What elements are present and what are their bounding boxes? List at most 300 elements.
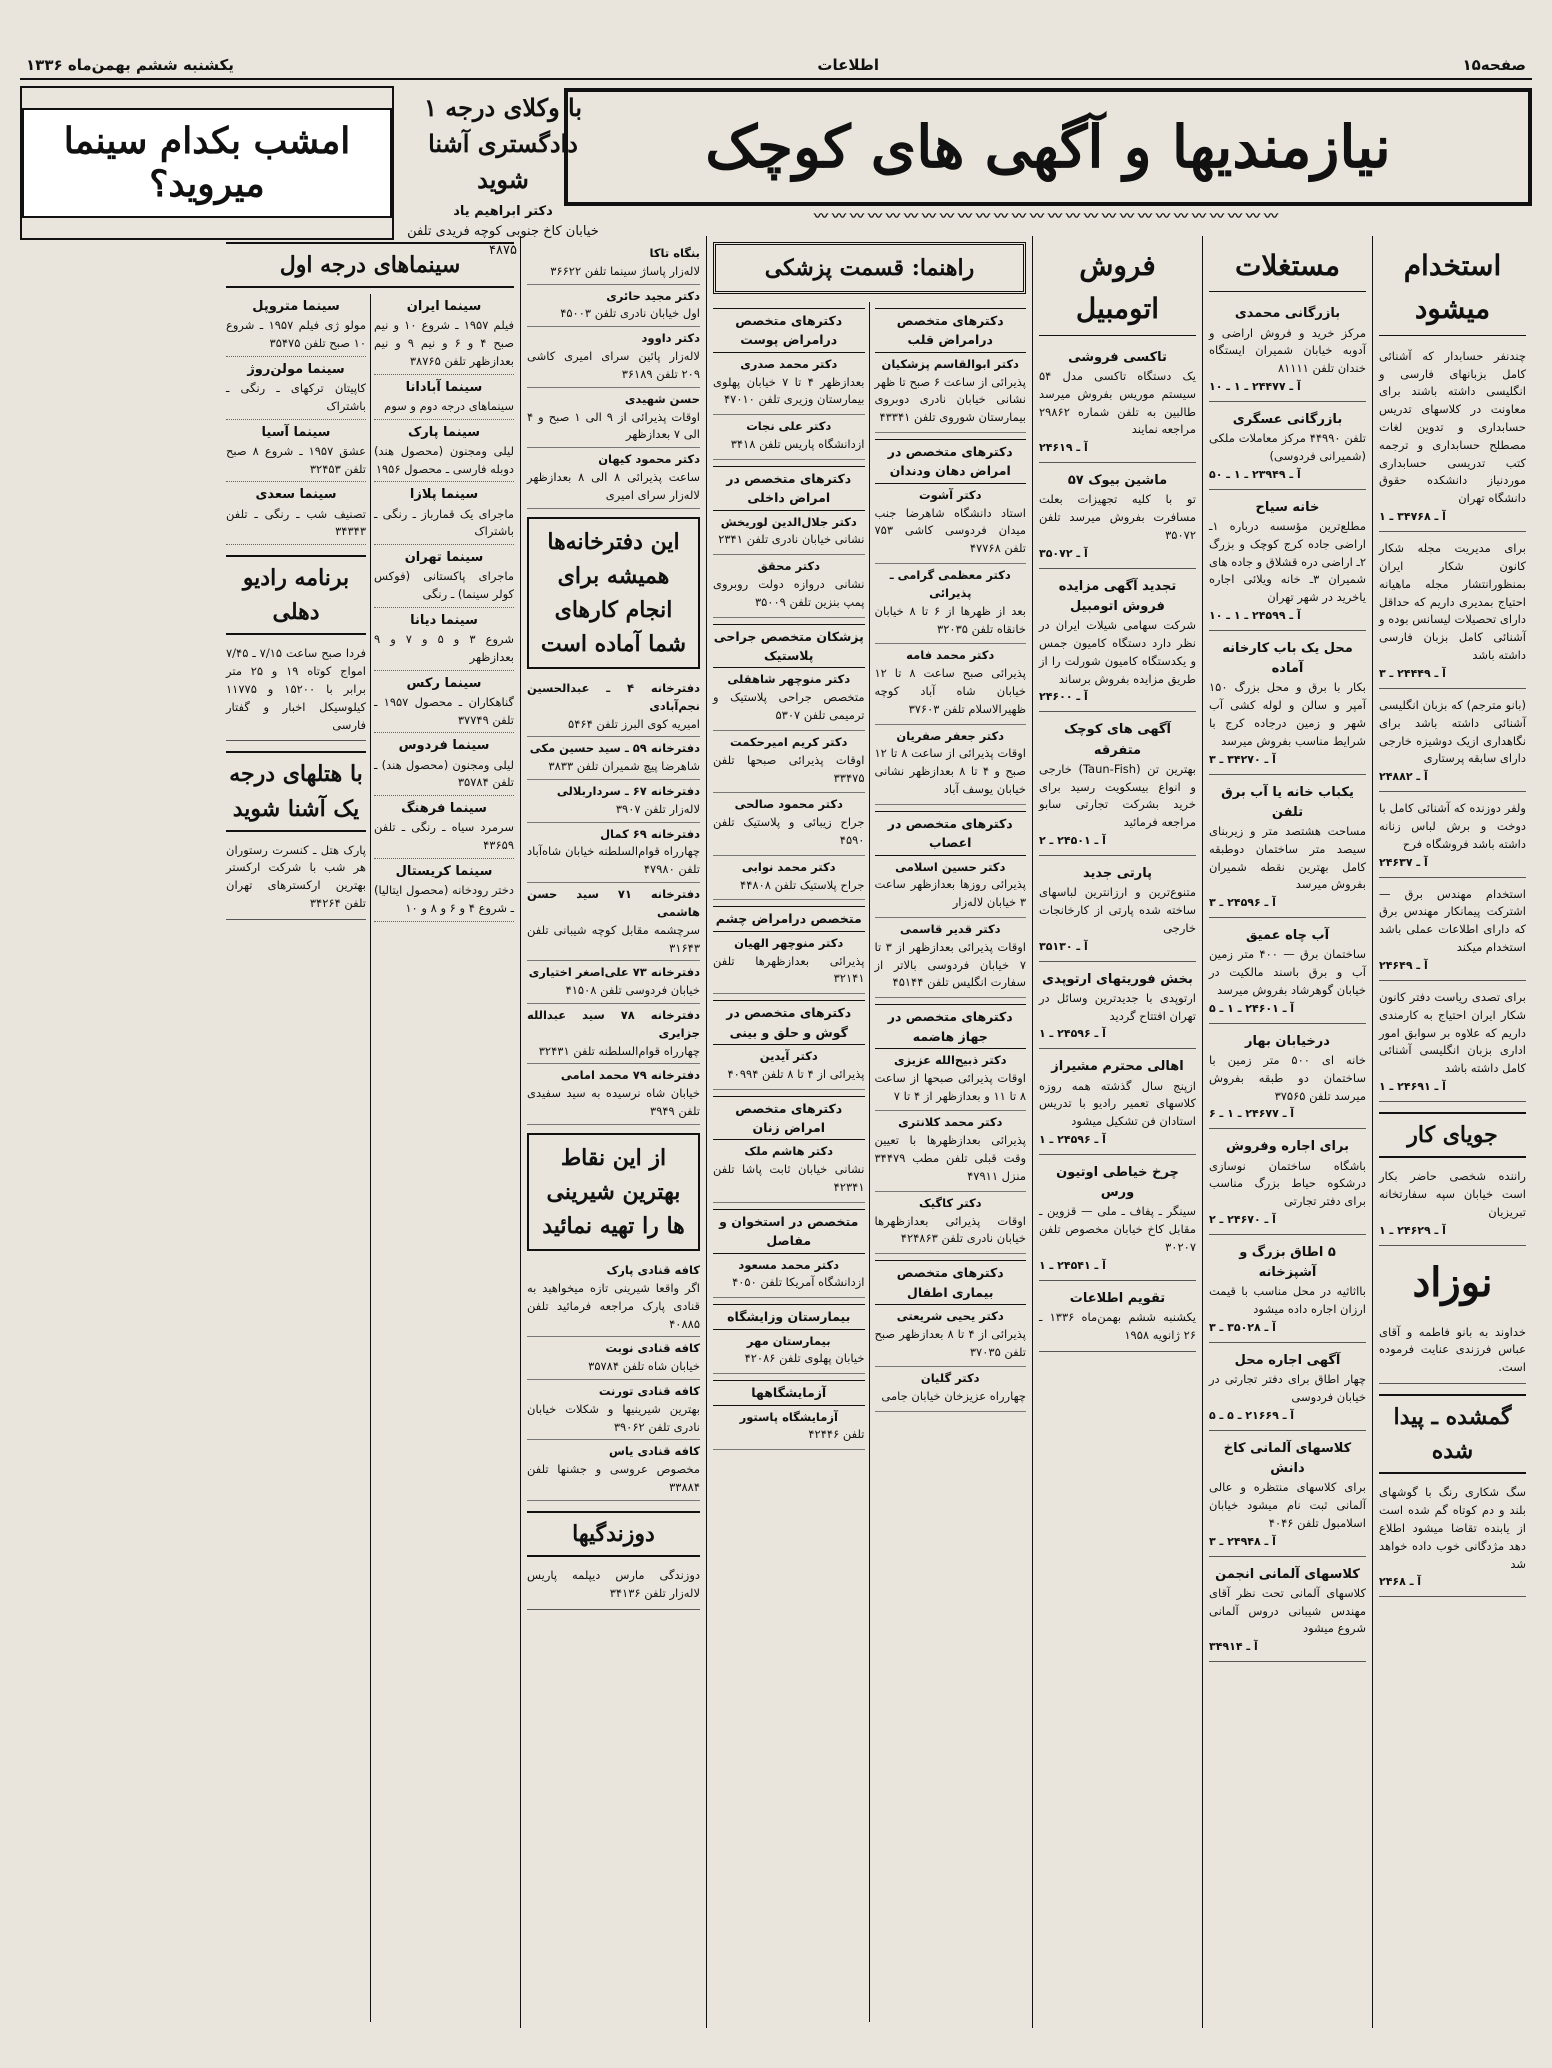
job-seeker-ad <box>1379 1164 1526 1245</box>
lawyer-name: دکتر محمود کیهان <box>598 452 700 467</box>
doctor-details: متخصص جراحی پلاستیک و ترمیمی تلفن ۵۳۰۷ <box>713 690 865 723</box>
classified-ad <box>1379 985 1526 1102</box>
ad-code: آ ـ ۳۵۰۲۸ ـ ۳ <box>1209 1321 1276 1335</box>
ad-heading: تجدید آگهی مزایده فروش اتومبیل <box>1058 578 1177 614</box>
notary-name: دفترخانه ۴ ـ عبدالحسین نجم‌آبادی <box>527 680 700 713</box>
ad-text: بهترین تن (Taun-Fish) خارجی و انواع بیسکویت رسید برای خرید بشرکت تجارتی سابو مراجعه فرمائید <box>1039 761 1196 830</box>
doctor-name: دکتر محمد کلانتری <box>898 1115 1003 1130</box>
ad-heading: تاکسی فروشی <box>1068 349 1167 365</box>
ad-text: برای تصدی ریاست دفتر کانون شکار ایران احتیاج به کارمندی داریم که علاوه بر سوابق امور اداری بزبان انگلیسی آشنائی کامل داشته باشد <box>1379 989 1526 1076</box>
doctor-name: دکتر آشوت <box>919 487 982 502</box>
lawyer-entry <box>527 327 700 387</box>
ad-text: چهار اطاق برای دفتر تجارتی در خیابان فردوسی <box>1209 1372 1366 1405</box>
issue-date: یکشنبه ششم بهمن‌ماه ۱۳۳۶ <box>26 56 234 74</box>
notary-name: دفترخانه ۵۹ ـ سید حسین مکی <box>529 741 700 756</box>
lawyer-details: اول خیابان نادری تلفن ۴۵۰۰۳ <box>560 306 700 321</box>
doctor-details: استاد دانشگاه شاهرضا جنب میدان فردوسی کاشی ۷۵۳ تلفن ۴۷۷۶۸ <box>874 505 1026 556</box>
jobs-title: استخدام میشود <box>1379 244 1526 336</box>
lost-found-ad <box>1379 1480 1526 1597</box>
radio-title: برنامه رادیو دهلی <box>226 555 366 635</box>
doctor-entry <box>875 1254 1027 1367</box>
classified-ad <box>1209 635 1366 775</box>
lawyer-address: خیابان کاخ جنوبی کوچه فریدی تلفن ۴۸۷۵ <box>407 223 599 258</box>
doctor-entry <box>875 433 1027 564</box>
classified-ad <box>1209 1028 1366 1130</box>
doctor-details: بعدازظهر ۴ تا ۷ خیابان پهلوی بیمارستان وزیری تلفن ۴۷۰۱۰ <box>713 374 865 407</box>
doctor-entry <box>713 856 865 901</box>
pastry-shop-entry <box>527 1259 700 1337</box>
jobs-column <box>1372 236 1532 2028</box>
doctor-details: اوقات پذیرائی بعدازظهرها خیابان نادری تلفن ۴۲۴۸۶۳ <box>874 1213 1026 1246</box>
cinema-entry <box>374 733 514 796</box>
ad-code: آ ـ ۲۴۶۴۹ <box>1379 958 1428 972</box>
ad-text: تلفن ۴۴۹۹۰ مرکز معاملات ملکی (شمیرانی فردوسی) <box>1209 431 1366 463</box>
jobs-ads <box>1379 344 1526 1102</box>
pastry-shop-entry <box>527 1440 700 1500</box>
real-estate-title: مستغلات <box>1209 244 1366 292</box>
classified-ad <box>1209 1133 1366 1235</box>
ad-heading: کلاسهای آلمانی انجمن <box>1215 1566 1360 1582</box>
classified-ad <box>1039 344 1196 463</box>
lawyer-details: اوقات پذیرائی از ۹ الی ۱ صبح و ۴ الی ۷ بعدازظهر <box>527 409 700 442</box>
lawyer-entry <box>527 388 700 448</box>
doctor-name: دکتر کاگیک <box>918 1195 982 1210</box>
cinema-entry <box>374 796 514 859</box>
ad-text: ولفر دوزنده که آشنائی کامل با دوخت و برش لباس زنانه داشته باشد فروشگاه فرح <box>1379 801 1526 851</box>
doctor-category: متخصص درامراض چشم <box>713 906 865 931</box>
ad-code: آ ـ ۲۴۶۳۷ <box>1379 855 1428 869</box>
notary-name: دفترخانه ۶۹ کمال <box>600 826 700 841</box>
ad-code: آ ـ ۲۴۵۹۶ ـ ۱ <box>1039 1027 1106 1041</box>
classified-ad <box>1209 300 1366 402</box>
banner-title: نیازمندیها و آگهی های کوچک <box>705 113 1391 181</box>
lost-found-code: آ ـ ۲۴۶۸ <box>1379 1575 1422 1589</box>
ad-text: شرکت سهامی شیلات ایران در نظر دارد دستگاه کامیون جمس و یکدستگاه کامیون شورلت را از طریق مزایده بفروش برساند <box>1039 618 1196 686</box>
doctor-entry <box>713 1090 865 1203</box>
cinema-entry <box>374 545 514 608</box>
ad-heading: برای اجاره وفروش <box>1226 1139 1349 1155</box>
ad-code: آ ـ ۲۴۵۹۹ ـ ۱ ـ ۱۰ <box>1209 609 1301 623</box>
pastry-shop-details: اگر واقعا شیرینی تازه میخواهید به قنادی پارک مراجعه فرمائید تلفن ۴۰۸۸۵ <box>527 1280 700 1331</box>
doctor-category: دکترهای متخصص در اعصاب <box>875 811 1027 856</box>
pastry-shop-name: کافه قنادی یاس <box>608 1444 700 1459</box>
ad-heading: پارتی جدید <box>1082 866 1153 881</box>
pastry-list <box>527 1259 700 1501</box>
ad-text: مرکز خرید و فروش اراضی و آدوبه خیابان شمیران ایستگاه خندان تلفن ۸۱۱۱۱ <box>1209 325 1366 376</box>
notary-entry <box>527 1064 700 1124</box>
ad-code: آ ـ ۲۴۶۰۱ ـ ۱ ـ ۵ <box>1209 1001 1295 1015</box>
medical-list <box>713 302 1026 1450</box>
doctor-details: بعد از ظهرها از ۶ تا ۸ خیابان خانقاه تلفن ۳۲۰۳۵ <box>874 603 1027 636</box>
medical-column <box>706 236 1032 2028</box>
ad-text: چندنفر حسابدار که آشنائی کامل بزبانهای فارسی و انگلیسی داشته باشند برای معاونت در کلاسهای تدریس حسابداری و تدوین لغات مصطلح حسابداری و ترجمه کتب تدریسی حسابداری موردنیاز دانشکده حقوق دانشگاه تهران <box>1379 348 1526 506</box>
cinema-details: شروع ۳ و ۵ و ۷ و ۹ بعدازظهر <box>374 632 514 664</box>
doctor-category: آزمایشگاهها <box>713 1380 865 1405</box>
lawyer-name: دکتر داوود <box>641 331 700 346</box>
tailors-title: دوزندگیها <box>527 1511 700 1557</box>
ad-text: برای کلاسهای منتظره و عالی آلمانی ثبت نام میشود خیابان اسلامبول تلفن ۴۰۴۶ <box>1209 1480 1366 1530</box>
doctor-details: ازدانشگاه پاریس تلفن ۳۴۱۸ <box>730 437 865 452</box>
cinema-name: سینما فرهنگ <box>401 801 487 817</box>
doctor-entry <box>713 900 865 994</box>
classified-ad <box>1039 966 1196 1050</box>
columns <box>20 236 1532 2028</box>
doctor-name: دکتر ابوالقاسم پزشکیان <box>881 356 1019 371</box>
doctor-category: دکترهای متخصص بیماری اطفال <box>875 1260 1027 1305</box>
cinema-column <box>220 236 520 2028</box>
birth-ad: خداوند به بانو فاطمه و آقای عباس فرزندی عنایت فرموده است. <box>1379 1320 1526 1384</box>
cinema-entry <box>226 294 366 357</box>
ad-heading: ماشین بیوک ۵۷ <box>1067 473 1168 489</box>
ad-code: آ ـ ۲۴۶۷۰ ـ ۲ <box>1209 1213 1276 1227</box>
classified-ad <box>1039 1285 1196 1352</box>
doctor-details: جراح زیبائی و پلاستیک تلفن ۴۵۹۰ <box>713 815 865 847</box>
classified-ad <box>1039 467 1196 569</box>
doctor-name: دکتر جعفر صفریان <box>896 728 1005 743</box>
classified-ad <box>1209 1239 1366 1343</box>
classified-ad <box>1379 344 1526 532</box>
notary-name: دفترخانه ۷۳ علی‌اصغر اختیاری <box>528 965 700 980</box>
ad-heading: بخش فوریتهای ارتوپدی <box>1042 971 1193 987</box>
cinema-name: سینما متروپل <box>252 299 340 315</box>
ad-heading: بازرگانی محمدی <box>1234 306 1341 322</box>
classified-ad <box>1039 716 1196 856</box>
cinema-name: سینما تهران <box>404 550 484 566</box>
job-seekers-title: جویای کار <box>1379 1112 1526 1158</box>
doctor-name: دکتر منوچهر الهیان <box>734 935 844 950</box>
lawyer-name: دکتر مجید حائری <box>606 288 700 303</box>
ad-text: کلاسهای آلمانی تحت نظر آقای مهندس شیبانی دروس آلمانی شروع میشود <box>1209 1585 1366 1636</box>
classified-ad <box>1209 406 1366 490</box>
ad-heading: آگهی های کوچک متفرقه <box>1063 722 1171 758</box>
lawyer-name: بنگاه تاکا <box>649 246 700 260</box>
doctor-details: پذیرائی روزها بعدازظهر ساعت ۳ خیابان لاله‌زار <box>874 877 1026 910</box>
doctor-entry <box>875 805 1027 918</box>
cinema-entry <box>374 375 514 420</box>
cinema-entry <box>226 482 366 545</box>
medical-guide-title: راهنما: قسمت پزشکی <box>713 242 1026 294</box>
ad-code: آ ـ ۲۴۶۰۰ <box>1039 690 1088 704</box>
lawyer-entry <box>527 285 700 328</box>
ad-text: تو با کلیه تجهیزات بعلت مسافرت بفروش میرسد تلفن ۳۵۰۷۲ <box>1039 492 1196 542</box>
doctor-name: دکتر محقق <box>757 559 820 574</box>
radio-text: فردا صبح ساعت ۷/۱۵ ـ ۷/۴۵ امواج کوتاه ۱۹ و ۲۵ متر برابر با ۱۵۲۰۰ و ۱۱۷۷۵ کیلوسیکل اخبار و گفتار فارسی <box>226 641 366 741</box>
cinema-details: لیلی ومجنون (محصول هند) دوبله فارسی ـ محصول ۱۹۵۶ <box>374 443 514 476</box>
cinema-details: تصنیف شب ـ رنگی ـ تلفن ۳۴۳۴۳ <box>226 506 366 539</box>
doctor-name: دکتر محمود صالحی <box>734 797 843 812</box>
ad-text: (بانو مترجم) که بزبان انگلیسی آشنائی داشته باشد برای نگاهداری ازیک دوشیزه خارجی دارای سابقه پرستاری <box>1379 697 1526 766</box>
hotel-text: پارک هتل ـ کنسرت رستوران هر شب با شرکت ارکستر بهترین ارکسترهای تهران تلفن ۳۴۲۶۴ <box>226 838 366 920</box>
cinema-details: ماجرای یک قمارباز ـ رنگی ـ باشتراک <box>374 506 514 539</box>
doctor-name: دکتر حسین اسلامی <box>895 859 1006 874</box>
doctor-name: دکتر کریم امیرحکمت <box>730 734 848 749</box>
doctor-name: دکتر قدیر قاسمی <box>899 922 1001 937</box>
lawyer-details: ساعت پذیرائی ۸ الی ۸ بعدازظهر لاله‌زار سرای امیری <box>527 469 700 502</box>
notary-details: چهارراه قوام‌السلطنه خیابان شاه‌آباد تلفن ۴۷۹۸۰ <box>527 844 700 877</box>
ad-code: آ ـ ۳۵۱۳۰ <box>1039 939 1088 953</box>
ad-text: استخدام مهندس برق — اشترکت پیمانکار مهندس برق که دارای اطلاعات عملی باشد استخدام میکند <box>1379 886 1526 955</box>
cinema-name: سینما کریستال <box>395 863 493 879</box>
job-seeker-text: راننده شخصی حاضر بکار است خیابان سپه سفارتخانه تبریزیان <box>1379 1169 1526 1219</box>
doctor-name: دکتر محمد مسعود <box>738 1257 840 1272</box>
pastry-shop-entry <box>527 1380 700 1440</box>
classified-ad <box>1039 860 1196 962</box>
pastry-shop-entry <box>527 1337 700 1380</box>
real-estate-column <box>1202 236 1372 2028</box>
ad-heading: خانه سیاح <box>1255 499 1320 515</box>
cinema-name: سینما رکس <box>406 675 482 691</box>
doctor-name: دکتر گلیان <box>920 1371 980 1386</box>
lawyer-entry <box>527 242 700 285</box>
lawyers-title: با وکلای درجه ۱ دادگستری آشنا شوید <box>423 93 583 194</box>
pastry-shop-details: بهترین شیرینیها و شکلات خیابان نادری تلفن ۳۹۰۶۲ <box>527 1401 700 1434</box>
classified-ad <box>1209 494 1366 631</box>
doctor-entry <box>875 998 1027 1111</box>
notary-details: لاله‌زار تلفن ۳۹۰۷ <box>615 801 700 816</box>
ad-text: خانه ای ۵۰۰ متر زمین با ساختمان دو طبقه بفروش میرسد تلفن ۳۷۵۶۵ <box>1209 1053 1366 1103</box>
doctor-category: دکترهای متخصص درامراض پوست <box>713 308 865 353</box>
doctor-category: پزشکان متخصص جراحی پلاستیک <box>713 624 865 669</box>
doctor-category: دکترهای متخصص درامراض قلب <box>875 308 1027 353</box>
notary-details: امیریه کوی البرز تلفن ۵۴۶۴ <box>568 716 700 731</box>
doctor-entry <box>875 644 1027 724</box>
doctor-entry <box>875 1192 1027 1254</box>
notary-title: این دفترخانه‌ها همیشه برای انجام کارهای شما آماده است <box>527 517 700 669</box>
doctor-entry <box>875 725 1027 805</box>
cinema-entry <box>374 482 514 545</box>
doctor-name: دکتر منوچهر شاهقلی <box>727 672 851 687</box>
cinema-name: سینما آبادانا <box>405 379 483 395</box>
notary-entry <box>527 737 700 780</box>
classified-ad <box>1379 796 1526 877</box>
ad-code: آ ـ ۲۴۶۷۷ ـ ۱ ـ ۶ <box>1209 1107 1295 1121</box>
doctor-name: دکتر محمد صدری <box>740 356 838 371</box>
pastry-shop-details: مخصوص عروسی و جشنها تلفن ۳۳۸۸۴ <box>527 1462 700 1495</box>
ad-heading: چرخ خیاطی اوتیون ورس <box>1056 1165 1179 1201</box>
notary-name: دفترخانه ۷۸ سید عبدالله جزایری <box>527 1007 700 1040</box>
newspaper-page <box>20 20 1532 2028</box>
notary-name: دفترخانه ۷۱ سید حسن هاشمی <box>527 887 700 919</box>
ad-text: یک دستگاه تاکسی مدل ۵۴ سیستم موریس بفروش میرسد طالبین به تلفن شماره ۲۹۸۶۲ مراجعه نمایند <box>1039 368 1196 437</box>
doctor-entry <box>875 1111 1027 1191</box>
doctor-entry <box>713 994 865 1089</box>
tailors-text: دوزندگی مارس دیپلمه پاریس لاله‌زار تلفن ۳۴۱۳۶ <box>527 1563 700 1610</box>
cinema-promo-title: امشب بکدام سینما میروید؟ <box>22 108 392 218</box>
doctor-category: دکترهای متخصص در امراض دهان ودندان <box>875 439 1027 484</box>
ad-text: ازپنج سال گذشته همه روزه کلاسهای تعمیر رادیو با تدریس استادان فن تشکیل میشود <box>1039 1078 1196 1129</box>
ad-code: آ ـ ۲۴۴۷۷ ـ ۱ ـ ۱۰ <box>1209 379 1301 393</box>
ad-code: آ ـ ۲۴۶۹۱ ـ ۱ <box>1379 1080 1446 1094</box>
doctor-details: پذیرائی صبح ساعت ۸ تا ۱۲ خیابان شاه آباد کوچه ظهیرالاسلام تلفن ۳۷۶۰۳ <box>874 666 1026 716</box>
lawyer-name: حسن شهیدی <box>624 391 700 406</box>
real-estate-ads <box>1209 300 1366 1662</box>
ad-text: باشگاه ساختمان نوسازی درشکوه حیاط بزرگ مناسب برای دفتر تجارتی <box>1209 1158 1366 1209</box>
cinema-details: عشق ۱۹۵۷ ـ شروع ۸ صبح تلفن ۳۲۴۵۳ <box>226 443 366 476</box>
ad-text: یکشنبه ششم بهمن‌ماه ۱۳۳۶ ـ ۲۶ ژانویه ۱۹۵۸ <box>1039 1309 1197 1342</box>
doctor-details: جراح پلاستیک تلفن ۴۴۸۰۸ <box>740 877 865 892</box>
pastry-shop-details: خیابان شاه تلفن ۳۵۷۸۴ <box>588 1359 700 1374</box>
notary-entry <box>527 677 700 737</box>
classified-ad <box>1379 882 1526 981</box>
doctor-category: دکترهای متخصص در امراض داخلی <box>713 466 865 511</box>
page-number: صفحه۱۵ <box>1462 56 1526 74</box>
classified-ad <box>1209 1347 1366 1431</box>
notary-details: خیابان شاه نرسیده به سید سفیدی تلفن ۳۹۴۹ <box>527 1086 700 1118</box>
lawyer-list <box>527 242 700 509</box>
notary-details: خیابان فردوسی تلفن ۴۱۵۰۸ <box>565 983 700 998</box>
doctor-entry <box>713 415 865 460</box>
doctor-category: دکترهای متخصص در جهاز هاضمه <box>875 1004 1027 1049</box>
ad-heading: آگهی اجاره محل <box>1234 1353 1341 1369</box>
doctor-details: تلفن ۴۲۴۴۶ <box>808 1427 865 1442</box>
doctor-details: نشانی خیابان ثابت پاشا تلفن ۴۲۳۴۱ <box>713 1162 865 1194</box>
lawyers-header <box>406 86 600 258</box>
notary-entry <box>527 823 700 883</box>
lawyer-entry <box>527 448 700 508</box>
doctor-name: دکتر جلال‌الدین لوریخش <box>720 514 857 529</box>
lost-found-title: گمشده ـ پیدا شده <box>1379 1394 1526 1474</box>
autos-ads <box>1039 344 1196 1352</box>
pastry-shop-name: کافه قنادی نوبت <box>605 1341 700 1356</box>
cinema-entry <box>374 294 514 375</box>
doctor-entry <box>713 1374 865 1450</box>
classified-ad <box>1209 922 1366 1024</box>
ad-heading: ۵ اطاق بزرگ و آشپزخانه <box>1239 1245 1336 1281</box>
ad-text: بکار با برق و محل بزرگ ۱۵۰ آمپر و سالن و لوله کشی آب شهر و زمین درجاده کرج با شرایط مناسب بفروش میرسد <box>1209 680 1366 748</box>
doctor-details: چهارراه عزیزخان خیابان جامی <box>881 1389 1026 1404</box>
doctor-details: ازدانشگاه آمریکا تلفن ۴۰۵۰ <box>732 1275 865 1290</box>
doctor-name: دکتر معظمی گرامی ـ پذیرائی <box>889 568 1011 600</box>
ad-heading: اهالی محترم مشیراز <box>1051 1059 1184 1075</box>
masthead <box>20 52 1532 80</box>
classified-ad <box>1209 1435 1366 1557</box>
classified-ad <box>1039 1159 1196 1281</box>
doctor-entry <box>713 1298 865 1374</box>
doctor-details: اوقات پذیرائی از ساعت ۸ تا ۱۲ صبح و ۴ تا ۸ بعدازظهر نشانی خیابان یوسف آباد <box>874 746 1026 797</box>
ad-code: آ ـ ۲۴۵۹۶ ـ ۱ <box>1039 1133 1106 1147</box>
doctor-name: آزمایشگاه پاستور <box>739 1409 838 1424</box>
classified-ad <box>1039 573 1196 713</box>
ad-code: آ ـ ۲۴۹۴۸ ـ ۳ <box>1209 1534 1276 1548</box>
cinema-title: سینماهای درجه اول <box>226 242 514 288</box>
doctor-details: اوقات پذیرائی صبحها از ساعت ۸ تا ۱۱ و بعدازظهر از ۴ تا ۷ <box>874 1070 1026 1103</box>
doctor-category: دکترهای متخصص امراض زنان <box>713 1096 865 1141</box>
ad-text: متنوع‌ترین و ارزانترین لباسهای ساخته شده پارتی از کارخانجات خارجی <box>1039 885 1196 935</box>
ad-code: آ ـ ۲۳۹۴۹ ـ ۱ ـ ۵۰ <box>1209 467 1301 481</box>
notary-column <box>520 236 706 2028</box>
cinema-details: لیلی ومجنون (محصول هند) ـ تلفن ۳۵۷۸۴ <box>374 757 514 790</box>
doctor-details: اوقات پذیرائی بعدازظهر از ۳ تا ۷ خیابان فردوسی بالاتر از سفارت انگلیس تلفن ۴۵۱۴۴ <box>874 939 1026 990</box>
doctor-category: متخصص در استخوان و مفاصل <box>713 1209 865 1254</box>
cinema-details: سرمرد سیاه ـ رنگی ـ تلفن ۴۳۶۵۹ <box>374 820 514 853</box>
notary-entry <box>527 1004 700 1064</box>
ad-heading: بازرگانی عسگری <box>1232 412 1343 428</box>
classified-ad <box>1209 1561 1366 1663</box>
autos-column <box>1032 236 1202 2028</box>
cinema-name: سینما سعدی <box>255 487 337 503</box>
notary-name: دفترخانه ۷۹ محمد امامی <box>560 1068 700 1083</box>
ad-code: آ ـ ۲۴۵۴۱ ـ ۱ <box>1039 1258 1106 1272</box>
cinema-name: سینما مولن‌روژ <box>247 361 345 377</box>
notary-details: سرچشمه مقابل کوچه شیبانی تلفن ۳۱۶۴۳ <box>527 922 700 955</box>
ad-code: آ ـ ۲۴۴۴۹ ـ ۳ <box>1379 666 1446 680</box>
cinema-name: سینما آسیا <box>261 424 331 440</box>
doctor-name: دکتر محمد فامه <box>906 648 995 663</box>
cinema-entry <box>374 671 514 734</box>
cinema-details: کاپیتان ترکهای ـ رنگی ـ باشتراک <box>226 381 366 413</box>
doctor-entry <box>875 1367 1027 1412</box>
doctor-entry <box>713 1203 865 1298</box>
doctor-name: دکتر یحیی شریعتی <box>896 1308 1004 1323</box>
paper-name: اطلاعات <box>817 56 880 74</box>
ad-heading: درخیابان بهار <box>1245 1033 1330 1049</box>
doctor-details: نشانی دروازه دولت روبروی پمپ بنزین تلفن ۳۵۰۰۹ <box>713 577 865 609</box>
ad-heading: کلاسهای آلمانی کاخ دانش <box>1223 1440 1352 1477</box>
ad-code: آ ـ ۲۴۵۰۱ ـ ۲ <box>1039 833 1106 847</box>
doctor-category: دکترهای متخصص در گوش و حلق و بینی <box>713 1000 865 1045</box>
doctor-entry <box>713 555 865 617</box>
cinema-details: گناهکاران ـ محصول ۱۹۵۷ ـ تلفن ۳۷۷۴۹ <box>374 694 514 727</box>
classifieds-banner <box>564 88 1532 225</box>
pastry-shop-name: کافه قنادی تورنت <box>598 1383 700 1398</box>
cinema-entry <box>226 420 366 483</box>
ad-heading: یکباب خانه یا آب برق تلفن <box>1221 784 1354 820</box>
doctor-details: اوقات پذیرائی صبحها تلفن ۳۳۴۷۵ <box>713 752 865 785</box>
cinema-entry <box>226 357 366 420</box>
doctor-entry <box>875 564 1027 644</box>
ad-code: آ ـ ۲۴۶۱۹ <box>1039 441 1088 455</box>
ad-text: برای مدیریت مجله شکار کانون شکار ایران بمنظورانتشار مجله ماهیانه احتیاج بمدیری داریم که حداقل دارای تحصیلات لیسانس بوده و آشنائی کامل بزبان فارسی داشته باشد <box>1379 541 1526 663</box>
cinema-promo-box <box>20 86 394 240</box>
cinema-name: سینما فردوس <box>398 738 490 754</box>
autos-title: فروش اتومبیل <box>1039 244 1196 336</box>
hotel-title: با هتلهای درجه یک آشنا شوید <box>226 751 366 831</box>
ad-text: ساختمان برق — ۴۰۰ متر زمین آب و برق باسند مالکیت در خیابان گوهرشاد بفروش میرسد <box>1209 947 1366 997</box>
pastry-title: از این نقاط بهترین شیرینی ها را تهیه نمائید <box>527 1133 700 1251</box>
cinema-details: سینماهای درجه دوم و سوم <box>384 398 514 413</box>
doctor-entry <box>713 731 865 793</box>
doctor-entry <box>713 793 865 855</box>
doctor-entry <box>875 918 1027 998</box>
ad-code: آ ـ ۳۴۲۷۰ ـ ۳ <box>1209 752 1276 766</box>
cinema-details: ماجرای پاکستانی (فوکس کولر سینما) ـ رنگی <box>374 569 514 602</box>
ad-code: آ ـ ۳۴۷۶۸ ـ ۱ <box>1379 510 1446 524</box>
lost-found-text: سگ شکاری رنگ با گوشهای بلند و دم کوتاه گم شده است از یابنده تقاضا میشود اطلاع دهد مژدگانی خوب داده خواهد شد <box>1379 1485 1526 1571</box>
ad-text: مساحت هشتصد متر و زیربنای سیصد متر ساختمان دوطبقه کامل بهترین نقطه شمیران بفروش میرسد <box>1209 823 1366 892</box>
cinema-entry <box>374 608 514 671</box>
ad-code: آ ـ ۳۴۹۱۴ <box>1209 1640 1258 1654</box>
ad-heading: آب چاه عمیق <box>1245 928 1330 944</box>
ad-text: مطلع‌ترین مؤسسه درباره ۱ـ اراضی جاده کرج کوچک و بزرگ ۲ـ اراضی دره قشلاق و جاده های شمیران ۳ـ خانه ویلائی اجاره یاخرید در شهر تهران <box>1209 518 1366 605</box>
cinema-details: مولو ژی فیلم ۱۹۵۷ ـ شروع ۱۰ صبح تلفن ۳۵۴۷۵ <box>226 318 366 351</box>
doctor-entry <box>713 460 865 555</box>
ad-code: آ ـ ۲۴۵۹۶ ـ ۳ <box>1209 896 1276 910</box>
doctor-details: پذیرائی از ۴ تا ۸ تلفن ۴۰۹۹۴ <box>727 1066 865 1081</box>
doctor-name: بیمارستان مهر <box>746 1333 831 1348</box>
ad-text: سینگر ـ پفاف ـ ملی — قزوین ـ مقابل کاخ خیابان مخصوص تلفن ۳۰۲۰۷ <box>1039 1204 1196 1254</box>
classified-ad <box>1379 693 1526 792</box>
cinema-details: فیلم ۱۹۵۷ ـ شروع ۱۰ و نیم صبح ۴ و ۶ و نیم ۹ و نیم بعدازظهر تلفن ۳۸۷۶۵ <box>374 318 514 368</box>
doctor-category: بیمارستان وزایشگاه <box>713 1304 865 1329</box>
doctor-details: پذیرائی بعدازظهرها با تعیین وقت قبلی تلفن مطب ۳۴۴۷۹ منزل ۴۷۹۱۱ <box>874 1133 1026 1183</box>
doctor-name: دکتر ذبیح‌الله عزیزی <box>893 1053 1007 1068</box>
notary-name: دفترخانه ۶۷ ـ سرداربلالی <box>556 784 700 798</box>
ad-code: آ ـ ۳۵۰۷۲ <box>1039 546 1088 560</box>
ad-heading: تقویم اطلاعات <box>1069 1290 1166 1306</box>
notary-entry <box>527 961 700 1004</box>
classified-ad <box>1209 779 1366 919</box>
ad-code: آ ـ ۲۱۶۶۹ ـ ۵ ـ ۵ <box>1209 1408 1295 1422</box>
